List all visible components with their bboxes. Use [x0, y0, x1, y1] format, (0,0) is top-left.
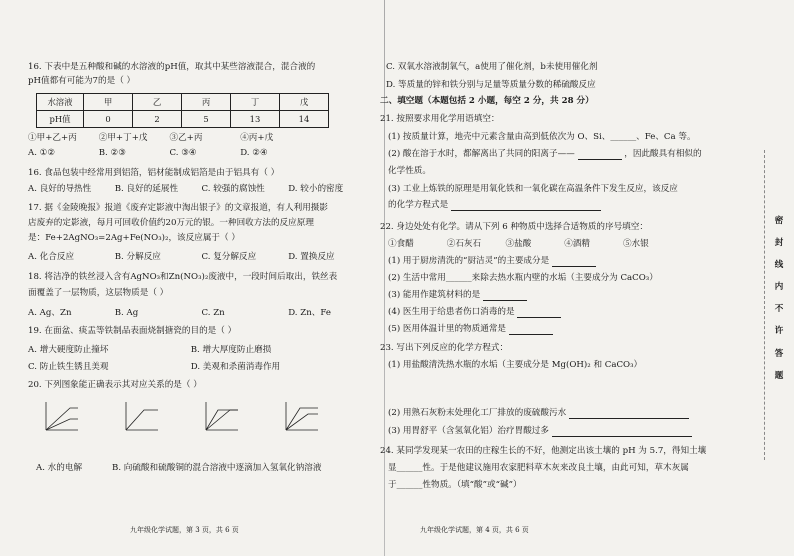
option: C. Zn — [201, 308, 225, 318]
q21-line-3b — [388, 200, 601, 211]
q24-line-2: 显______性。于是他建议施用农家肥料草木灰来改良土壤，由此可知，草木灰属 — [388, 463, 689, 473]
q23-line-3-text: (3) 用胃舒平（含氢氧化铝）治疗胃酸过多 — [388, 426, 549, 436]
graph-b — [120, 400, 160, 434]
seal-char: 封 — [774, 238, 784, 249]
seal-char: 许 — [774, 326, 784, 337]
q20-option-b: B. 向硫酸和硫酸铜的混合溶液中逐滴加入氢氧化钠溶液 — [112, 463, 322, 473]
q23-line-1: (1) 用盐酸清洗热水瓶的水垢（主要成分是 Mg(OH)₂ 和 CaCO₃） — [388, 360, 643, 370]
table-cell: 0 — [84, 111, 133, 128]
q21-blank-ion[interactable] — [578, 150, 622, 160]
option: ④丙+戊 — [240, 133, 274, 143]
seal-char: 密 — [774, 216, 784, 226]
q22-line-5 — [388, 324, 553, 335]
q18-stem-2: 面覆盖了一层物质，这层物质是（ ） — [28, 288, 169, 298]
choice: ②石灰石 — [446, 239, 482, 249]
q22-line-4 — [388, 307, 561, 318]
option: D. Zn、Fe — [288, 308, 331, 318]
option: C. 防止铁生锈且美观 — [28, 362, 109, 372]
q23-line-2-text: (2) 用熟石灰粉末处理化工厂排放的废硫酸污水 — [388, 408, 567, 418]
q22-line-4-text: (4) 医生用于给患者伤口消毒的是 — [388, 307, 515, 317]
table-row — [37, 111, 329, 128]
option: C. 复分解反应 — [201, 252, 257, 262]
q19-options-row2 — [28, 362, 351, 373]
option: ③乙+丙 — [169, 133, 203, 143]
table-cell: 2 — [133, 111, 182, 128]
table-header: 甲 — [84, 94, 133, 111]
table-header: 丙 — [182, 94, 231, 111]
q16-combos — [28, 133, 308, 144]
table-cell: pH值 — [37, 111, 84, 128]
q17-stem-1: 17. 据《金陵晚报》报道《废弃定影液中淘出银子》的文章报道，有人利用摄影 — [28, 203, 328, 213]
q21-line-2 — [388, 149, 702, 160]
option: B. 增大厚度防止磨损 — [190, 345, 272, 355]
graph-a — [40, 400, 80, 434]
q21-blank-equation[interactable] — [451, 201, 601, 211]
choice: ⑤水银 — [622, 239, 649, 249]
q19-stem: 19. 在面盆、痰盂等铁制品表面烧制搪瓷的目的是（ ） — [28, 326, 237, 336]
q24-line-1: 24. 某同学发现某一农田的庄稼生长的不好，他测定出该土壤的 pH 为 5.7，得知土壤 — [380, 446, 707, 456]
q22-line-1-text: (1) 用于厨房清洗的“厨洁灵”的主要成分是 — [388, 256, 550, 266]
seal-char: 内 — [774, 282, 784, 293]
right-page — [380, 0, 794, 556]
q21-line-2b: ，因此酸具有相似的 — [624, 149, 702, 159]
q18-options — [28, 308, 372, 319]
graph-a-svg — [40, 400, 80, 434]
option: D. 置换反应 — [288, 252, 335, 262]
option: ②甲+丁+戊 — [98, 133, 148, 143]
table-header: 丁 — [231, 94, 280, 111]
q21-line-3b-text: 的化学方程式是 — [388, 200, 449, 210]
option: B. 良好的延展性 — [114, 184, 179, 194]
q16b-stem: 16. 食品包装中经常用到铝箔，铝材能制成铝箔是由于铝具有（ ） — [28, 168, 280, 178]
q21-line-2a: (2) 酸在溶于水时，都解离出了共同的阳离子—— — [388, 149, 575, 159]
option: B. ②③ — [98, 148, 126, 158]
choice: ①食醋 — [388, 239, 414, 249]
graph-d-svg — [280, 400, 320, 434]
q22-line-1 — [388, 256, 596, 267]
option-c-text: C. 双氧水溶液制氧气，a使用了催化剂，b未使用催化剂 — [386, 62, 598, 72]
graph-d — [280, 400, 320, 434]
option: C. 较强的腐蚀性 — [201, 184, 265, 194]
ph-table — [36, 93, 329, 128]
q22-line-5-text: (5) 医用体温计里的物质通常是 — [388, 324, 507, 334]
q21-line-2c: 化学性质。 — [388, 166, 431, 176]
seal-char: 答 — [774, 348, 784, 359]
q23-line-2 — [388, 408, 689, 419]
seal-char: 线 — [774, 260, 784, 271]
graph-c-svg — [200, 400, 240, 434]
q16-options — [28, 148, 308, 159]
q22-blank-3[interactable] — [483, 291, 527, 301]
option: D. 较小的密度 — [288, 184, 344, 194]
table-row — [37, 94, 329, 111]
seal-line-text — [772, 210, 786, 387]
q16-stem-2: pH值都有可能为7的是（ ） — [28, 76, 136, 86]
seal-char: 不 — [774, 304, 784, 315]
option: D. 美观和杀菌消毒作用 — [190, 362, 281, 372]
option: B. 分解反应 — [114, 252, 161, 262]
option: A. Ag、Zn — [28, 308, 72, 318]
choice: ④酒精 — [564, 239, 590, 249]
q20-option-a: A. 水的电解 — [36, 463, 83, 473]
table-header: 水溶液 — [37, 94, 84, 111]
graph-c — [200, 400, 240, 434]
left-page — [0, 0, 380, 556]
q23-blank-2[interactable] — [569, 409, 689, 419]
q21-line-1: (1) 按质量计算，地壳中元素含量由高到低依次为 O、Si、______、Fe、Ca 等。 — [388, 132, 696, 142]
q23-blank-3[interactable] — [552, 427, 692, 437]
table-header: 戊 — [280, 94, 329, 111]
q24-line-3: 于______性物质。（填“酸”或“碱”） — [388, 480, 522, 490]
q22-blank-5[interactable] — [509, 325, 553, 335]
table-header: 乙 — [133, 94, 182, 111]
q22-choices — [388, 239, 679, 250]
left-footer: 九年级化学试题，第 3 页，共 6 页 — [130, 526, 239, 534]
q22-blank-4[interactable] — [517, 308, 561, 318]
q23-stem: 23. 写出下列反应的化学方程式： — [380, 343, 509, 353]
table-cell: 5 — [182, 111, 231, 128]
option: A. 增大硬度防止撞坏 — [28, 345, 109, 355]
table-cell: 14 — [280, 111, 329, 128]
option: D. ②④ — [240, 148, 268, 158]
option: B. Ag — [114, 308, 139, 318]
option: C. ③④ — [169, 148, 197, 158]
q20-stem: 20. 下列图象能正确表示其对应关系的是（ ） — [28, 380, 202, 390]
q22-line-2: (2) 生活中常用______来除去热水瓶内壁的水垢（主要成分为 CaCO₃） — [388, 273, 658, 283]
right-footer: 九年级化学试题，第 4 页，共 6 页 — [420, 526, 529, 534]
q19-options-row1 — [28, 345, 351, 356]
option: A. 化合反应 — [28, 252, 75, 262]
section-2-title: 二、填空题（本题包括 2 小题，每空 2 分，共 28 分） — [380, 96, 594, 106]
graph-b-svg — [120, 400, 160, 434]
choice: ③盐酸 — [505, 239, 532, 249]
option: ①甲+乙+丙 — [28, 133, 77, 143]
q22-stem: 22. 身边处处有化学。请从下列 6 种物质中选择合适物质的序号填空： — [380, 222, 648, 232]
q17-options — [28, 252, 372, 263]
q18-stem-1: 18. 将洁净的铁丝浸入含有AgNO₃和Zn(NO₃)₂废液中，一段时间后取出，铁丝表 — [28, 272, 338, 282]
option-d-text: D. 等质量的锌和铁分别与足量等质量分数的稀硫酸反应 — [386, 80, 596, 90]
option: A. ①② — [28, 148, 56, 158]
q22-line-3 — [388, 290, 527, 301]
q16b-options — [28, 184, 372, 195]
q23-line-3 — [388, 426, 692, 437]
q21-line-3a: (3) 工业上炼铁的原理是用氧化铁和一氧化碳在高温条件下发生反应，该反应 — [388, 184, 678, 194]
seal-dash-line — [764, 150, 766, 460]
seal-char: 题 — [774, 370, 784, 381]
table-cell: 13 — [231, 111, 280, 128]
option: A. 良好的导热性 — [28, 184, 92, 194]
q16-stem-1: 16. 下表中是五种酸和碱的水溶液的pH值，取其中某些溶液混合，混合液的 — [28, 62, 316, 72]
q17-stem-2: 店废弃的定影液，每月可回收价值约20万元的银。一种回收方法的反应原理 — [28, 218, 314, 228]
q17-stem-3: 是：Fe+2AgNO₃=2Ag+Fe(NO₃)₂，该反应属于（ ） — [28, 233, 240, 243]
q22-blank-1[interactable] — [552, 257, 596, 267]
q22-line-3-text: (3) 能用作建筑材料的是 — [388, 290, 481, 300]
q21-stem: 21. 按照要求用化学用语填空： — [380, 114, 500, 124]
